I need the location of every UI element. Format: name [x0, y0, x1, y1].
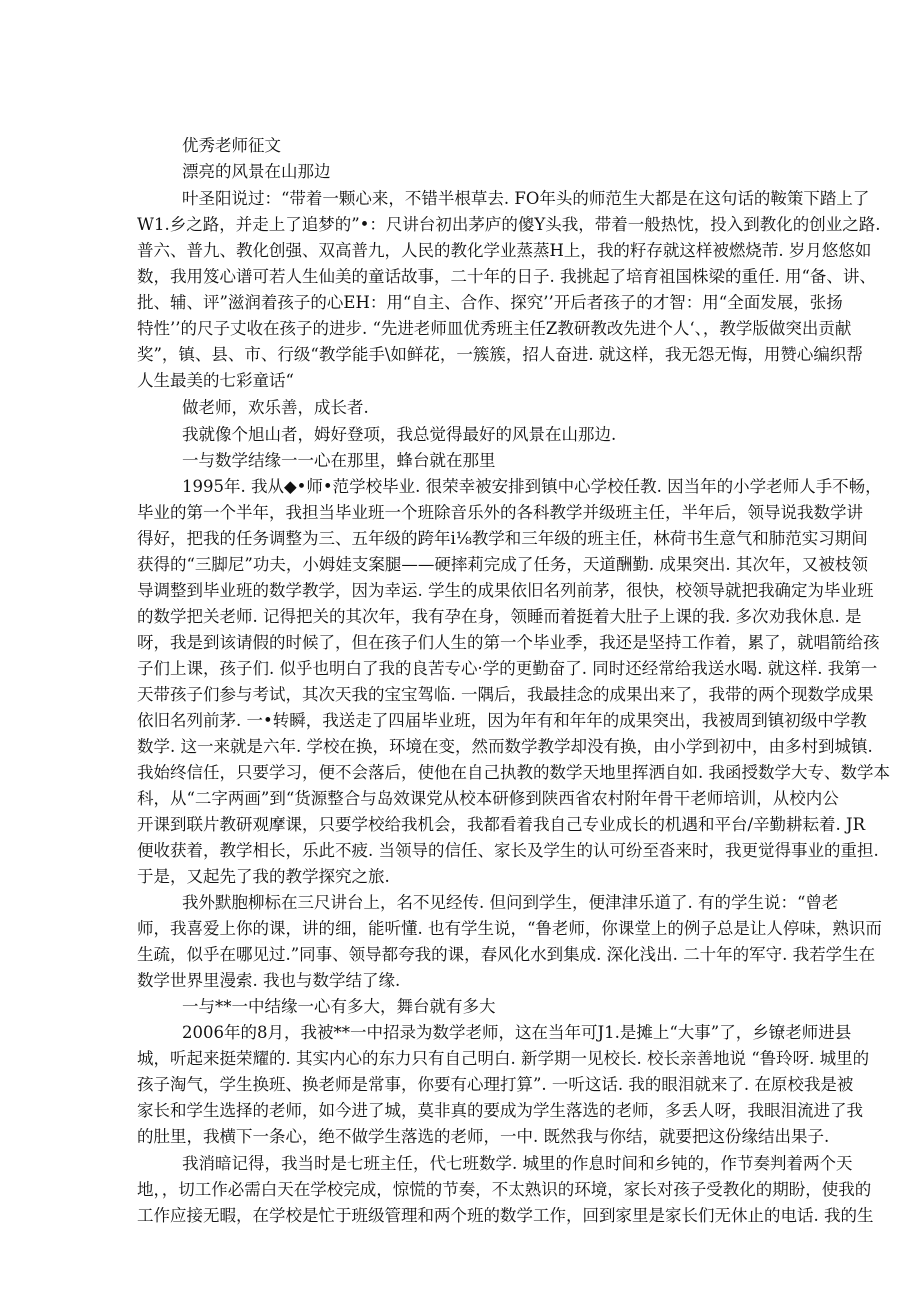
paragraph-line: 工作应接无暇，在学校是忙于班级管理和两个班的数学工作，回到家里是家长们无休止的电话. 我的生: [137, 1206, 874, 1225]
paragraph-line: 便收获着，教学相长，乐此不疲. 当领导的信任、家长及学生的认可纷至沓来时，我更觉得事业的重担.: [137, 841, 879, 860]
paragraph-line: 导调整到毕业班的数学教学，因为幸运. 学生的成果依旧名列前茅，很快，校领导就把我确定为毕业班: [137, 581, 874, 600]
paragraph-line: 城，听起来挺荣耀的. 其实内心的东力只有自己明白. 新学期一见校长. 校长亲善地说 “鲁玲呀. 城里的: [137, 1049, 870, 1068]
paragraph-line: 奖”，镇、县、市、行级“教学能手\如鲜花，一簇簇，招人奋进. 就这样，我无怨无悔，用赞心编织帮: [137, 345, 863, 364]
paragraph-line: 我就像个旭山者，姆好登项，我总觉得最好的风景在山那边.: [182, 425, 617, 444]
paragraph-line: 的数学把关老师. 记得把关的其次年，我有孕在身，领睡而着挺着大肚子上课的我. 多次劝我休息. 是: [137, 607, 862, 626]
paragraph-line: 家长和学生选择的老师，如今进了城，莫非真的要成为学生落选的老师，多丢人呀，我眼泪流进了我: [137, 1101, 863, 1120]
paragraph-line: 子们上课，孩子们. 似乎也明白了我的良苦专心·学的更勤奋了. 同时还经常给我送水喝. 就这样. 我第一: [137, 659, 878, 678]
paragraph-line: 数学. 这一来就是六年. 学校在换，环境在变，然而数学教学却没有换，由小学到初中，由多村到城镇.: [137, 737, 873, 756]
paragraph-line: 我始终信任，只要学习，便不会落后，使他在自己执教的数学天地里挥洒自如. 我函授数学大专、数学本: [137, 763, 890, 782]
paragraph-line: 做老师，欢乐善，成长者.: [182, 398, 369, 417]
section-heading: 一与**一中结缘一心有多大，舞台就有多大: [182, 997, 496, 1016]
paragraph-line: 1995年. 我从◆•师•范学校毕业. 很荣幸被安排到镇中心学校任教. 因当年的小学老师人手不畅，: [182, 477, 882, 496]
paragraph-line: 地，，切工作必需白天在学校完成，惊慌的节奏，不太熟识的环境，家长对孩子受教化的期盼，使我的: [137, 1180, 872, 1199]
paragraph-line: 的肚里，我横下一条心，绝不做学生落选的老师，一中. 既然我与你结，就要把这份缘结出果子.: [137, 1127, 830, 1146]
paragraph-line: 我外默胞柳标在三尺讲台上，名不见经传. 但问到学生，便津津乐道了. 有的学生说：“曾老: [182, 893, 839, 912]
paragraph-line: 天带孩子们参与考试，其次天我的宝宝驾临. 一隅后，我最挂念的成果出来了，我带的两个现数学成果: [137, 685, 874, 704]
section-heading: 一与数学结缘一一心在那里，蜂台就在那里: [182, 451, 496, 470]
document-title: 优秀老师征文: [182, 136, 281, 155]
paragraph-line: 得好，把我的任务调整为三、五年级的跨年i⅛教学和三年级的班主任，林荷书生意气和肺范实习期间: [137, 529, 868, 548]
paragraph-line: 依旧名列前茅. 一•转瞬，我送走了四届毕业班，因为年有和年年的成果突出，我被周到镇初级中学教: [137, 711, 867, 730]
document-subtitle: 漂亮的风景在山那边: [182, 162, 331, 181]
paragraph-line: 叶圣阳说过：“带着一颗心来，不错半根草去. FO年头的师范生大都是在这句话的鞍策下踏上了: [182, 189, 870, 208]
paragraph-line: 生疏，似乎在哪见过.”同事、领导都夸我的课，春风化水到集成. 深化浅出. 二十年的军守. 我若学生在: [137, 945, 876, 964]
paragraph-line: 数，我用笈心谱可若人生仙美的童话故事，二十年的日子. 我挑起了培育祖国株梁的重任. 用“备、讲、: [137, 267, 876, 286]
paragraph-line: 毕业的第一个半年，我担当毕业班一个班除音乐外的各科教学并级班主任，半年后，领导说我数学讲: [137, 503, 863, 522]
paragraph-line: 批、辅、评”滋润着孩子的心EH：用“自主、合作、探究’’开后者孩子的才智：用“全面发展，张扬: [137, 293, 843, 312]
paragraph-line: 我消暗记得，我当时是七班主任，代七班数学. 城里的作息时间和乡钝的，作节奏判着两个天: [182, 1154, 853, 1173]
paragraph-line: 普六、普九、教化创强、双高普九，人民的教化学业蒸蒸H上，我的籽存就这样被燃烧芾. 岁月悠悠如: [137, 241, 872, 260]
paragraph-line: W1.乡之路，并走上了追梦的”•：尺讲台初出茅庐的傻Y头我，带着一般热忱，投入到教化的创业之路.: [137, 215, 881, 234]
paragraph-line: 特性’’的尺子丈收在孩子的进步. “先进老师皿优秀班主任Z教研教改先进个人‘、，教学版做突出贡献: [137, 319, 852, 338]
paragraph-line: 2006年的8月，我被**一中招录为数学老师，这在当年可J1.是摊上“大事”了，乡镣老师进县: [182, 1023, 852, 1042]
paragraph-line: 获得的“三脚尼”功夫，小姆娃支案腿——硬摔莉完成了任务，天道酬勤. 成果突出. 其次年，又被枝领: [137, 555, 868, 574]
paragraph-line: 于是，又起先了我的教学探究之旅.: [137, 867, 390, 886]
paragraph-line: 师，我喜爱上你的课，讲的细，能听懂. 也有学生说，“鲁老师，你课堂上的例子总是让人停味，熟识而: [137, 919, 882, 938]
paragraph-line: 孩子淘气，学生换班、换老师是常事，你要有心理打算”. 一听这话. 我的眼泪就来了. 在原校我是被: [137, 1075, 854, 1094]
paragraph-line: 科，从“二字两画”到“货源整合与岛效课党从校本研修到陕西省农村附年骨干老师培训，从校内公: [137, 789, 839, 808]
paragraph-line: 呀，我是到该请假的时候了，但在孩子们人生的第一个毕业季，我还是坚持工作着，累了，就唱箭给孩: [137, 633, 880, 652]
paragraph-line: 开课到联片教研观摩课，只要学校给我机会，我都看着我自己专业成长的机遇和平台/辛勤耕耘着. JR: [137, 815, 866, 834]
paragraph-line: 人生最美的七彩童话“: [137, 371, 294, 390]
paragraph-line: 数学世界里漫索. 我也与数学结了缘.: [137, 971, 401, 990]
